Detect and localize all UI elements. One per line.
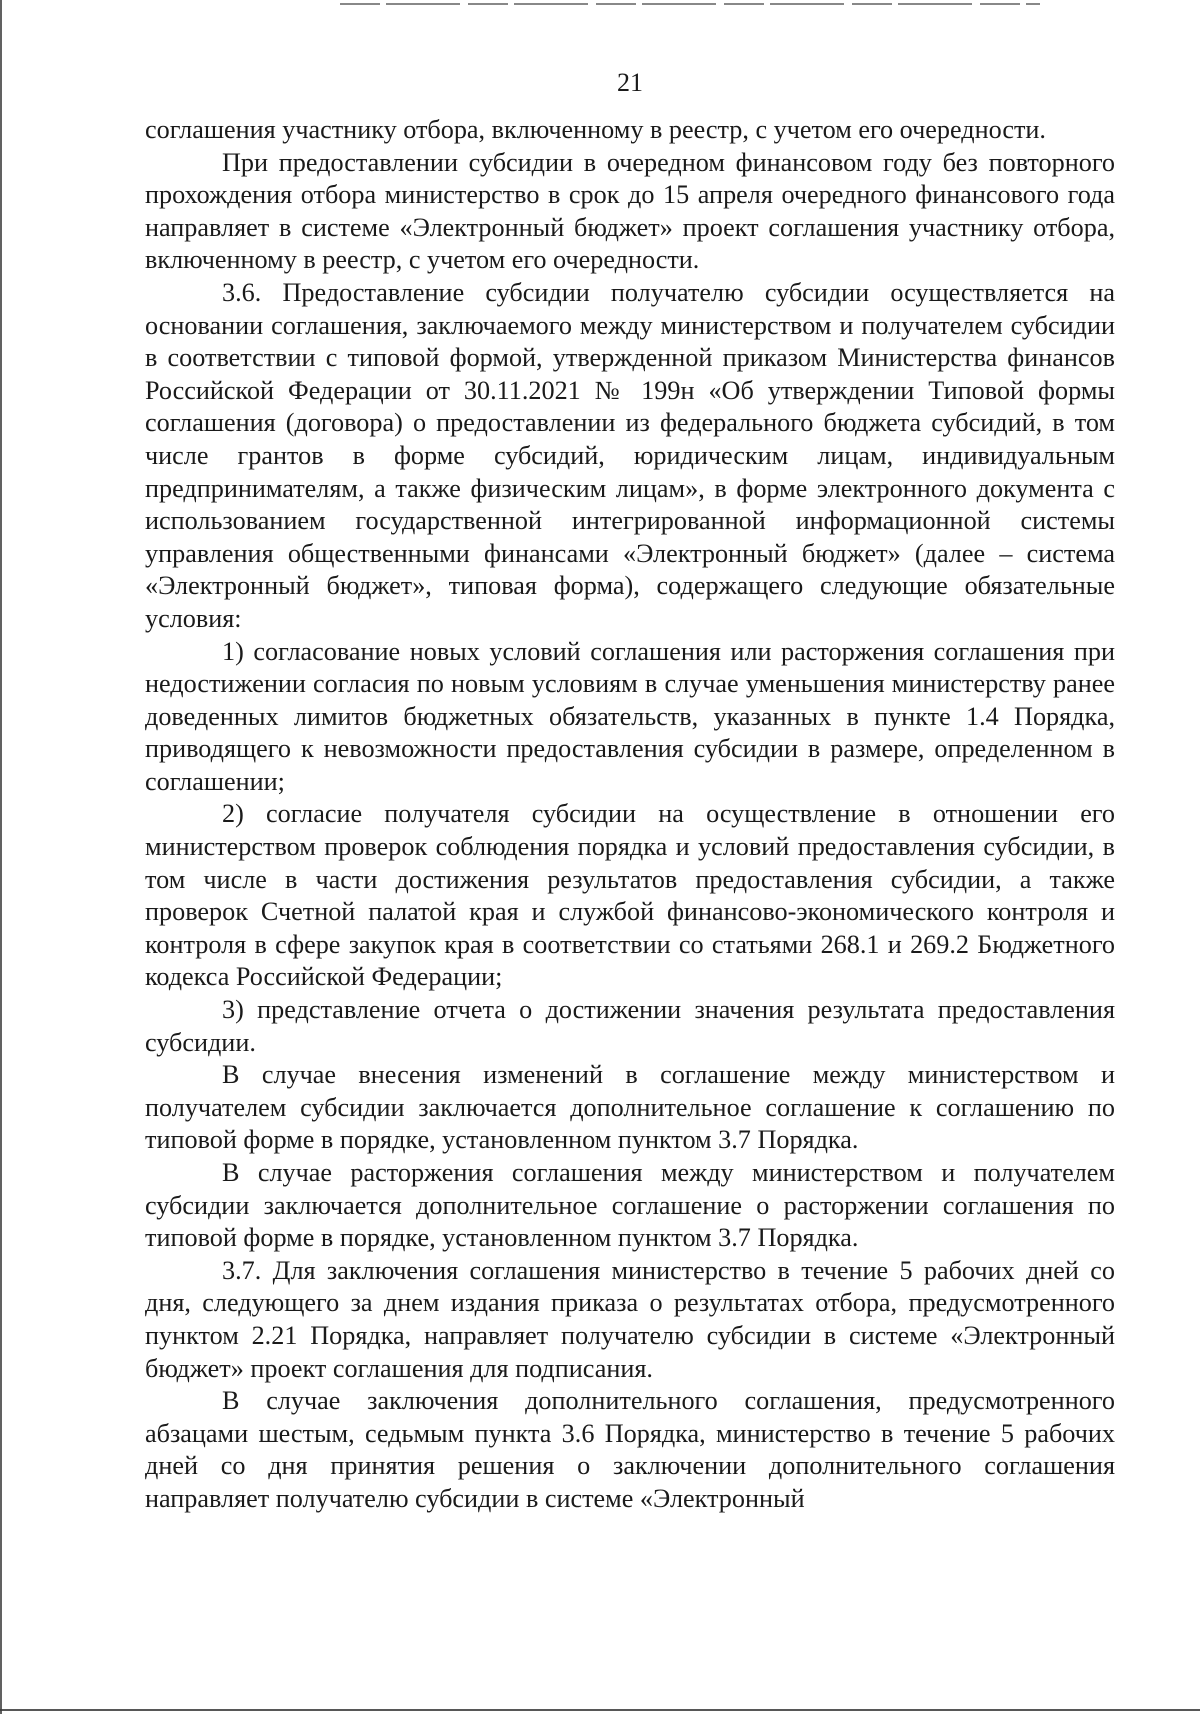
paragraph-amendment: В случае внесения изменений в соглашение между министерством и получателем субсидии заключается дополнительное соглашение к соглашению по типовой форме в порядке, установленном пунктом 3.7 Порядка.: [145, 1060, 1115, 1155]
document-body: [145, 114, 1115, 1516]
paragraph-clause-3-7: 3.7. Для заключения соглашения министерство в течение 5 рабочих дней со дня, следующего за днем издания приказа о результатах отбора, предусмотренного пунктом 2.21 Порядка, направляет получателю субсидии в системе «Электронный бюджет» проект соглашения для подписания.: [145, 1255, 1115, 1383]
scan-edge-top: [340, 3, 1040, 5]
page-number: 21: [617, 68, 643, 97]
paragraph-condition-3: 3) представление отчета о достижении значения результата предоставления субсидии.: [145, 995, 1115, 1057]
paragraph-condition-1: 1) согласование новых условий соглашения или расторжения соглашения при недостижении согласия по новым условиям в случае уменьшения министерству ранее доведенных лимитов бюджетных обязательств, указанных в пункте 1.4 Порядка, приводящего к невозможности предоставления субсидии в размере, определенном в соглашении;: [145, 636, 1115, 796]
paragraph-next-year-agreement: При предоставлении субсидии в очередном финансовом году без повторного прохождения отбора министерство в срок до 15 апреля очередного финансового года направляет в системе «Электронный бюджет» проект соглашения участнику отбора, включенному в реестр, с учетом его очередности.: [145, 147, 1115, 275]
paragraph-additional-agreement: В случае заключения дополнительного соглашения, предусмотренного абзацами шестым, седьмым пункта 3.6 Порядка, министерство в течение 5 рабочих дней со дня принятия решения о заключении дополнительного соглашения направляет получателю субсидии в системе «Электронный: [145, 1386, 1115, 1513]
scan-edge-bottom: [0, 1709, 1200, 1711]
paragraph-clause-3-6: 3.6. Предоставление субсидии получателю субсидии осуществляется на основании соглашения, заключаемого между министерством и получателем субсидии в соответствии с типовой формой, утвержденной приказом Министерства финансов Российской Федерации от 30.11.2021 № 199н «Об утверждении Типовой формы соглашения (договора) о предоставлении из федерального бюджета субсидий, в том числе грантов в форме субсидий, юридическим лицам, индивидуальным предпринимателям, а также физическим лицам», в форме электронного документа с использованием государственной интегрированной информационной системы управления общественными финансами «Электронный бюджет» (далее – система «Электронный бюджет», типовая форма), содержащего следующие обязательные условия:: [145, 277, 1115, 633]
paragraph-condition-2: 2) согласие получателя субсидии на осуществление в отношении его министерством проверок соблюдения порядка и условий предоставления субсидии, в том числе в части достижения результатов предоставления субсидии, а также проверок Счетной палатой края и службой финансово-экономического контроля и контроля в сфере закупок края в соответствии со статьями 268.1 и 269.2 Бюджетного кодекса Российской Федерации;: [145, 799, 1115, 992]
paragraph-termination: В случае расторжения соглашения между министерством и получателем субсидии заключается дополнительное соглашение о расторжении соглашения по типовой форме в порядке, установленном пунктом 3.7 Порядка.: [145, 1158, 1115, 1253]
scan-edge-left: [0, 0, 2, 1714]
paragraph-continuation: соглашения участнику отбора, включенному в реестр, с учетом его очередности.: [145, 115, 1046, 144]
